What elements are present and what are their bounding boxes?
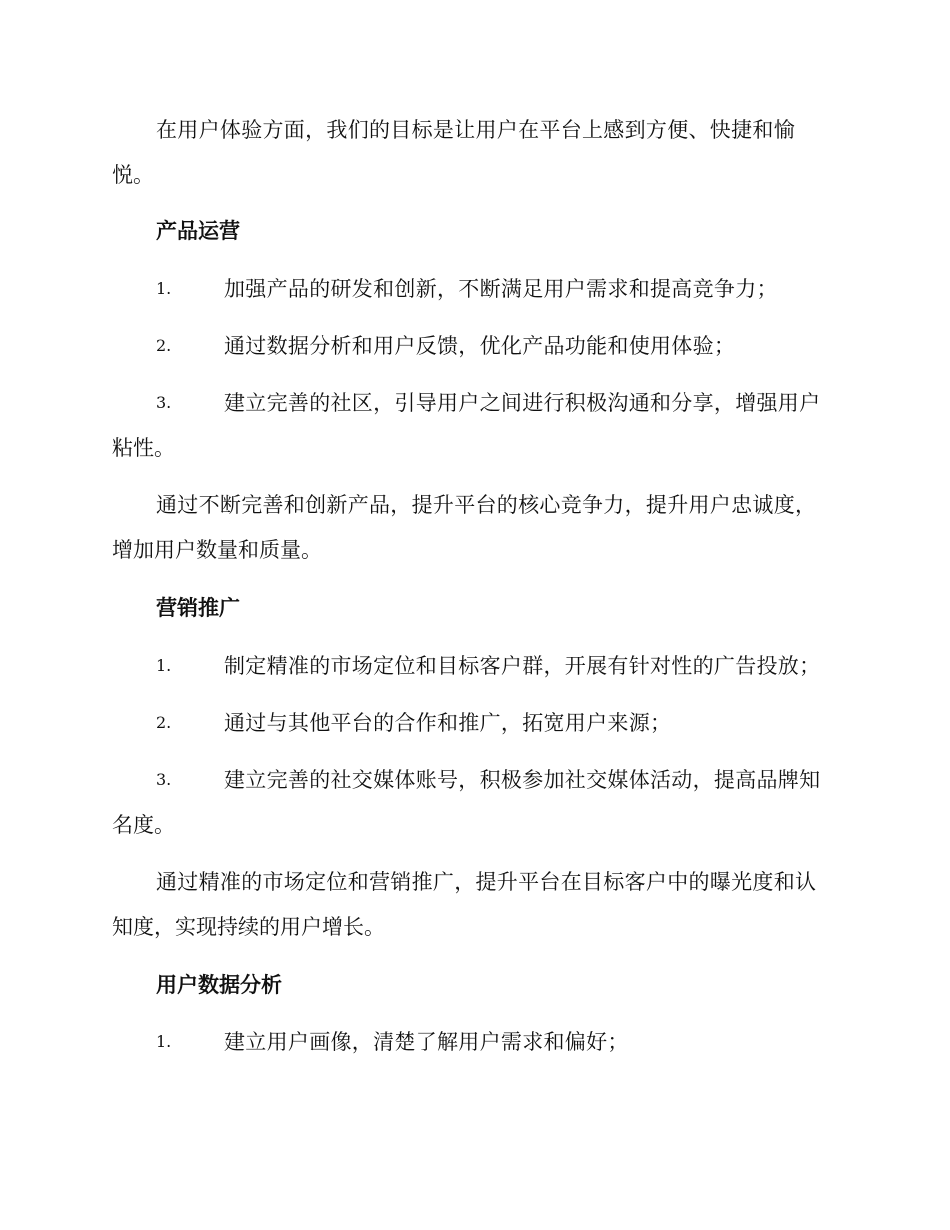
summary-line-1: 通过精准的市场定位和营销推广，提升平台在目标客户中的曝光度和认	[156, 870, 817, 894]
list-text: 制定精准的市场定位和目标客户群，开展有针对性的广告投放；	[224, 654, 821, 678]
section-heading: 产品运营	[156, 219, 240, 243]
summary-line-1: 通过不断完善和创新产品，提升平台的核心竞争力，提升用户忠诚度，	[156, 493, 817, 517]
list-item	[112, 388, 842, 434]
list-number: 3.	[156, 770, 172, 789]
section-heading: 用户数据分析	[156, 973, 282, 997]
list-item	[112, 1027, 842, 1073]
list-text: 通过与其他平台的合作和推广，拓宽用户来源；	[224, 711, 672, 735]
list-text-continuation: 名度。	[112, 813, 175, 837]
list-text: 建立完善的社交媒体账号，积极参加社交媒体活动，提高品牌知	[224, 768, 821, 792]
summary-line-2: 知度，实现持续的用户增长。	[112, 915, 385, 939]
list-number: 3.	[156, 393, 172, 412]
list-number: 1.	[156, 1032, 172, 1051]
summary-line-2: 增加用户数量和质量。	[112, 538, 322, 562]
list-text: 建立用户画像，清楚了解用户需求和偏好；	[224, 1030, 629, 1054]
list-number: 1.	[156, 656, 172, 675]
list-text-continuation: 粘性。	[112, 436, 175, 460]
list-number: 2.	[156, 713, 172, 732]
list-item	[112, 274, 842, 320]
list-text: 建立完善的社区，引导用户之间进行积极沟通和分享，增强用户	[224, 391, 821, 415]
list-item	[112, 765, 842, 811]
intro-line-2: 悦。	[112, 163, 154, 187]
list-item	[112, 651, 842, 697]
list-item	[112, 708, 842, 754]
intro-line-1: 在用户体验方面，我们的目标是让用户在平台上感到方便、快捷和愉	[156, 118, 795, 142]
list-number: 1.	[156, 279, 172, 298]
list-text: 加强产品的研发和创新，不断满足用户需求和提高竞争力；	[224, 277, 778, 301]
list-number: 2.	[156, 336, 172, 355]
list-text: 通过数据分析和用户反馈，优化产品功能和使用体验；	[224, 334, 736, 358]
section-heading: 营销推广	[156, 596, 240, 620]
list-item	[112, 331, 842, 377]
